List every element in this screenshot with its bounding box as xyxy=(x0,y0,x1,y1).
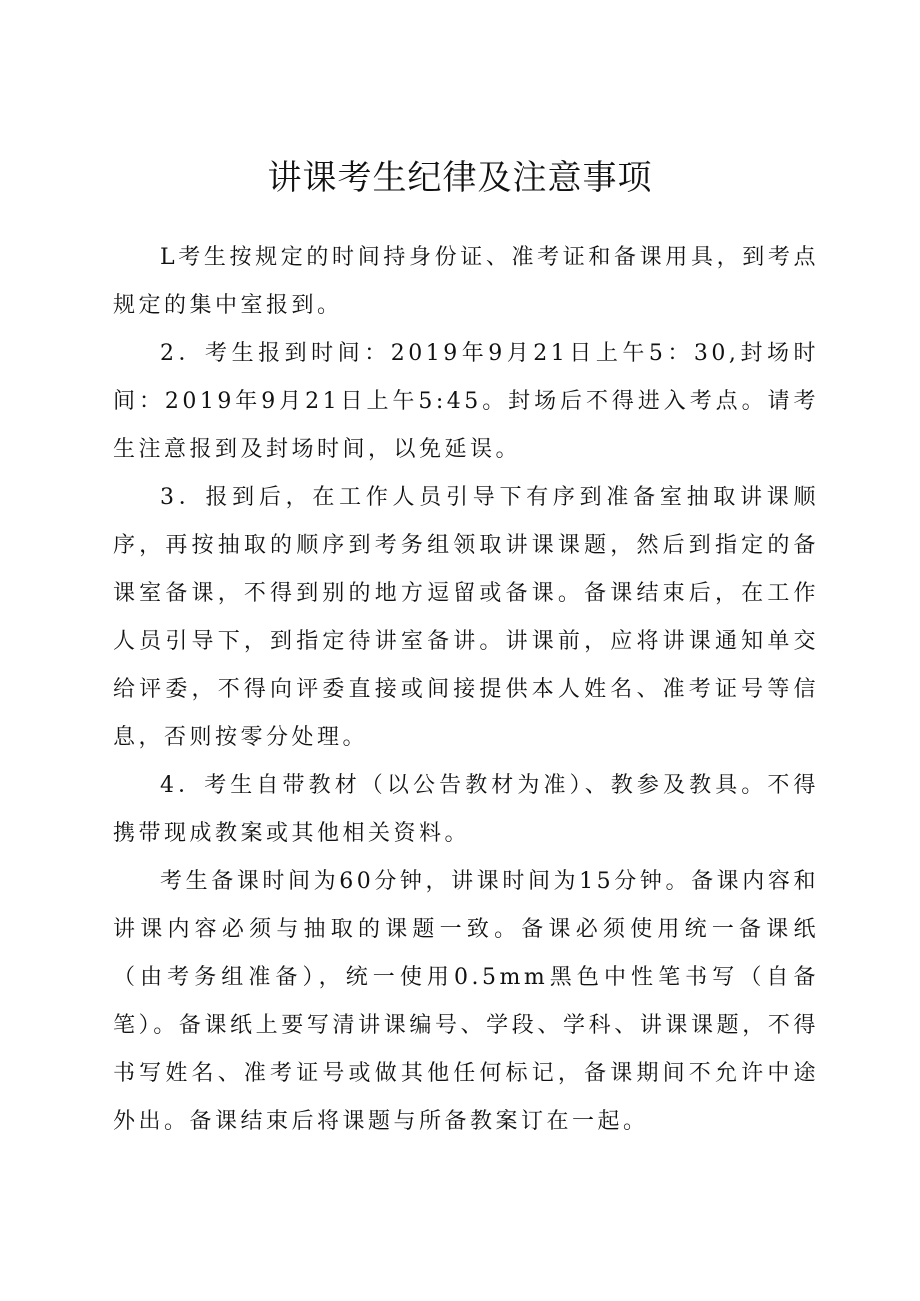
document-body xyxy=(113,234,819,1146)
document-title: 讲课考生纪律及注意事项 xyxy=(267,158,653,198)
paragraph-5: 考生备课时间为60分钟，讲课时间为15分钟。备课内容和讲课内容必须与抽取的课题一致。备课必须使用统一备课纸（由考务组准备），统一使用0.5mm黑色中性笔书写（自备笔）。备课纸上要写清讲课编号、学段、学科、讲课课题，不得书写姓名、准考证号或做其他任何标记，备课期间不允许中途外出。备课结束后将课题与所备教案订在一起。 xyxy=(113,869,819,1134)
paragraph-2: 2．考生报到时间：2019年9月21日上午5：30,封场时间：2019年9月21日上午5:45。封场后不得进入考点。请考生注意报到及封场时间，以免延误。 xyxy=(113,341,819,462)
paragraph-1: L考生按规定的时间持身份证、准考证和备课用具，到考点规定的集中室报到。 xyxy=(113,245,819,318)
paragraph-4: 4．考生自带教材（以公告教材为准）、教参及教具。不得携带现成教案或其他相关资料。 xyxy=(113,773,819,846)
paragraph-3: 3．报到后，在工作人员引导下有序到准备室抽取讲课顺序，再按抽取的顺序到考务组领取讲课课题，然后到指定的备课室备课，不得到别的地方逗留或备课。备课结束后，在工作人员引导下，到指定待讲室备讲。讲课前，应将讲课通知单交给评委，不得向评委直接或间接提供本人姓名、准考证号等信息，否则按零分处理。 xyxy=(113,485,819,750)
